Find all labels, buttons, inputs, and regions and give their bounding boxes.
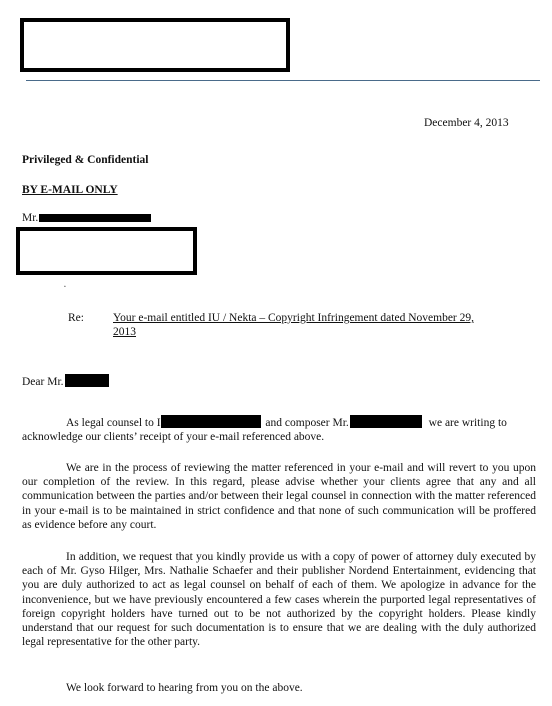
salutation-name-redaction [65, 374, 109, 387]
addressee-name-redaction [39, 214, 151, 222]
p1-composer-redaction [350, 415, 422, 428]
paragraph-2: We are in the process of reviewing the matter referenced in your e-mail and will revert to you upon our completion of the review. In this regard, please advise whether your clients agree that any and all communication between the parties and/or between their legal counsel in connection with the matter referenced in your e-mail is to be maintained in strict confidence and that none of such communication will be proffered as evidence before any court. [22, 462, 536, 531]
stray-mark: · [63, 281, 67, 293]
addressee-line [22, 211, 151, 225]
address-redaction [16, 227, 197, 275]
header-rule [26, 80, 540, 81]
letterhead-redaction [20, 18, 290, 72]
addressee-prefix: Mr. [22, 212, 39, 224]
paragraph-1-line-2: acknowledge our clients’ receipt of your e-mail referenced above. [22, 431, 325, 444]
letter-date: December 4, 2013 [424, 117, 509, 129]
p1-part-b: and composer Mr. [265, 417, 349, 429]
p1-part-c: we are writing to [428, 417, 507, 429]
salutation-text: Dear Mr. [22, 376, 64, 388]
paragraph-1-line-1 [22, 415, 536, 430]
delivery-method: BY E-MAIL ONLY [22, 184, 118, 196]
re-subject-line-1: Your e-mail entitled IU / Nekta – Copyright Infringement dated November 29, [113, 312, 474, 324]
p1-client-redaction [161, 415, 261, 428]
salutation [22, 374, 109, 389]
paragraph-4: We look forward to hearing from you on the above. [66, 682, 303, 694]
re-label: Re: [68, 312, 84, 324]
paragraph-1 [22, 415, 536, 444]
paragraph-3: In addition, we request that you kindly provide us with a copy of power of attorney duly executed by each of Mr. Gyso Hilger, Mrs. Nathalie Schaefer and their publisher Nordend Entertainment, evidencing that you are duly authorized to act as legal counsel on behalf of each of them. We apologize in advance for the inconvenience, but we have previously encountered a few cases wherein the purported legal representatives of foreign copyright holders have turned out to be not authorized by the copyright holders. Please kindly understand that our request for such documentation is to ensure that we are dealing with the duly authorized legal representative for the other party. [22, 551, 536, 649]
re-subject-line-2: 2013 [113, 326, 136, 338]
p1-part-a: As legal counsel to I [66, 417, 161, 429]
privileged-notice: Privileged & Confidential [22, 154, 149, 166]
